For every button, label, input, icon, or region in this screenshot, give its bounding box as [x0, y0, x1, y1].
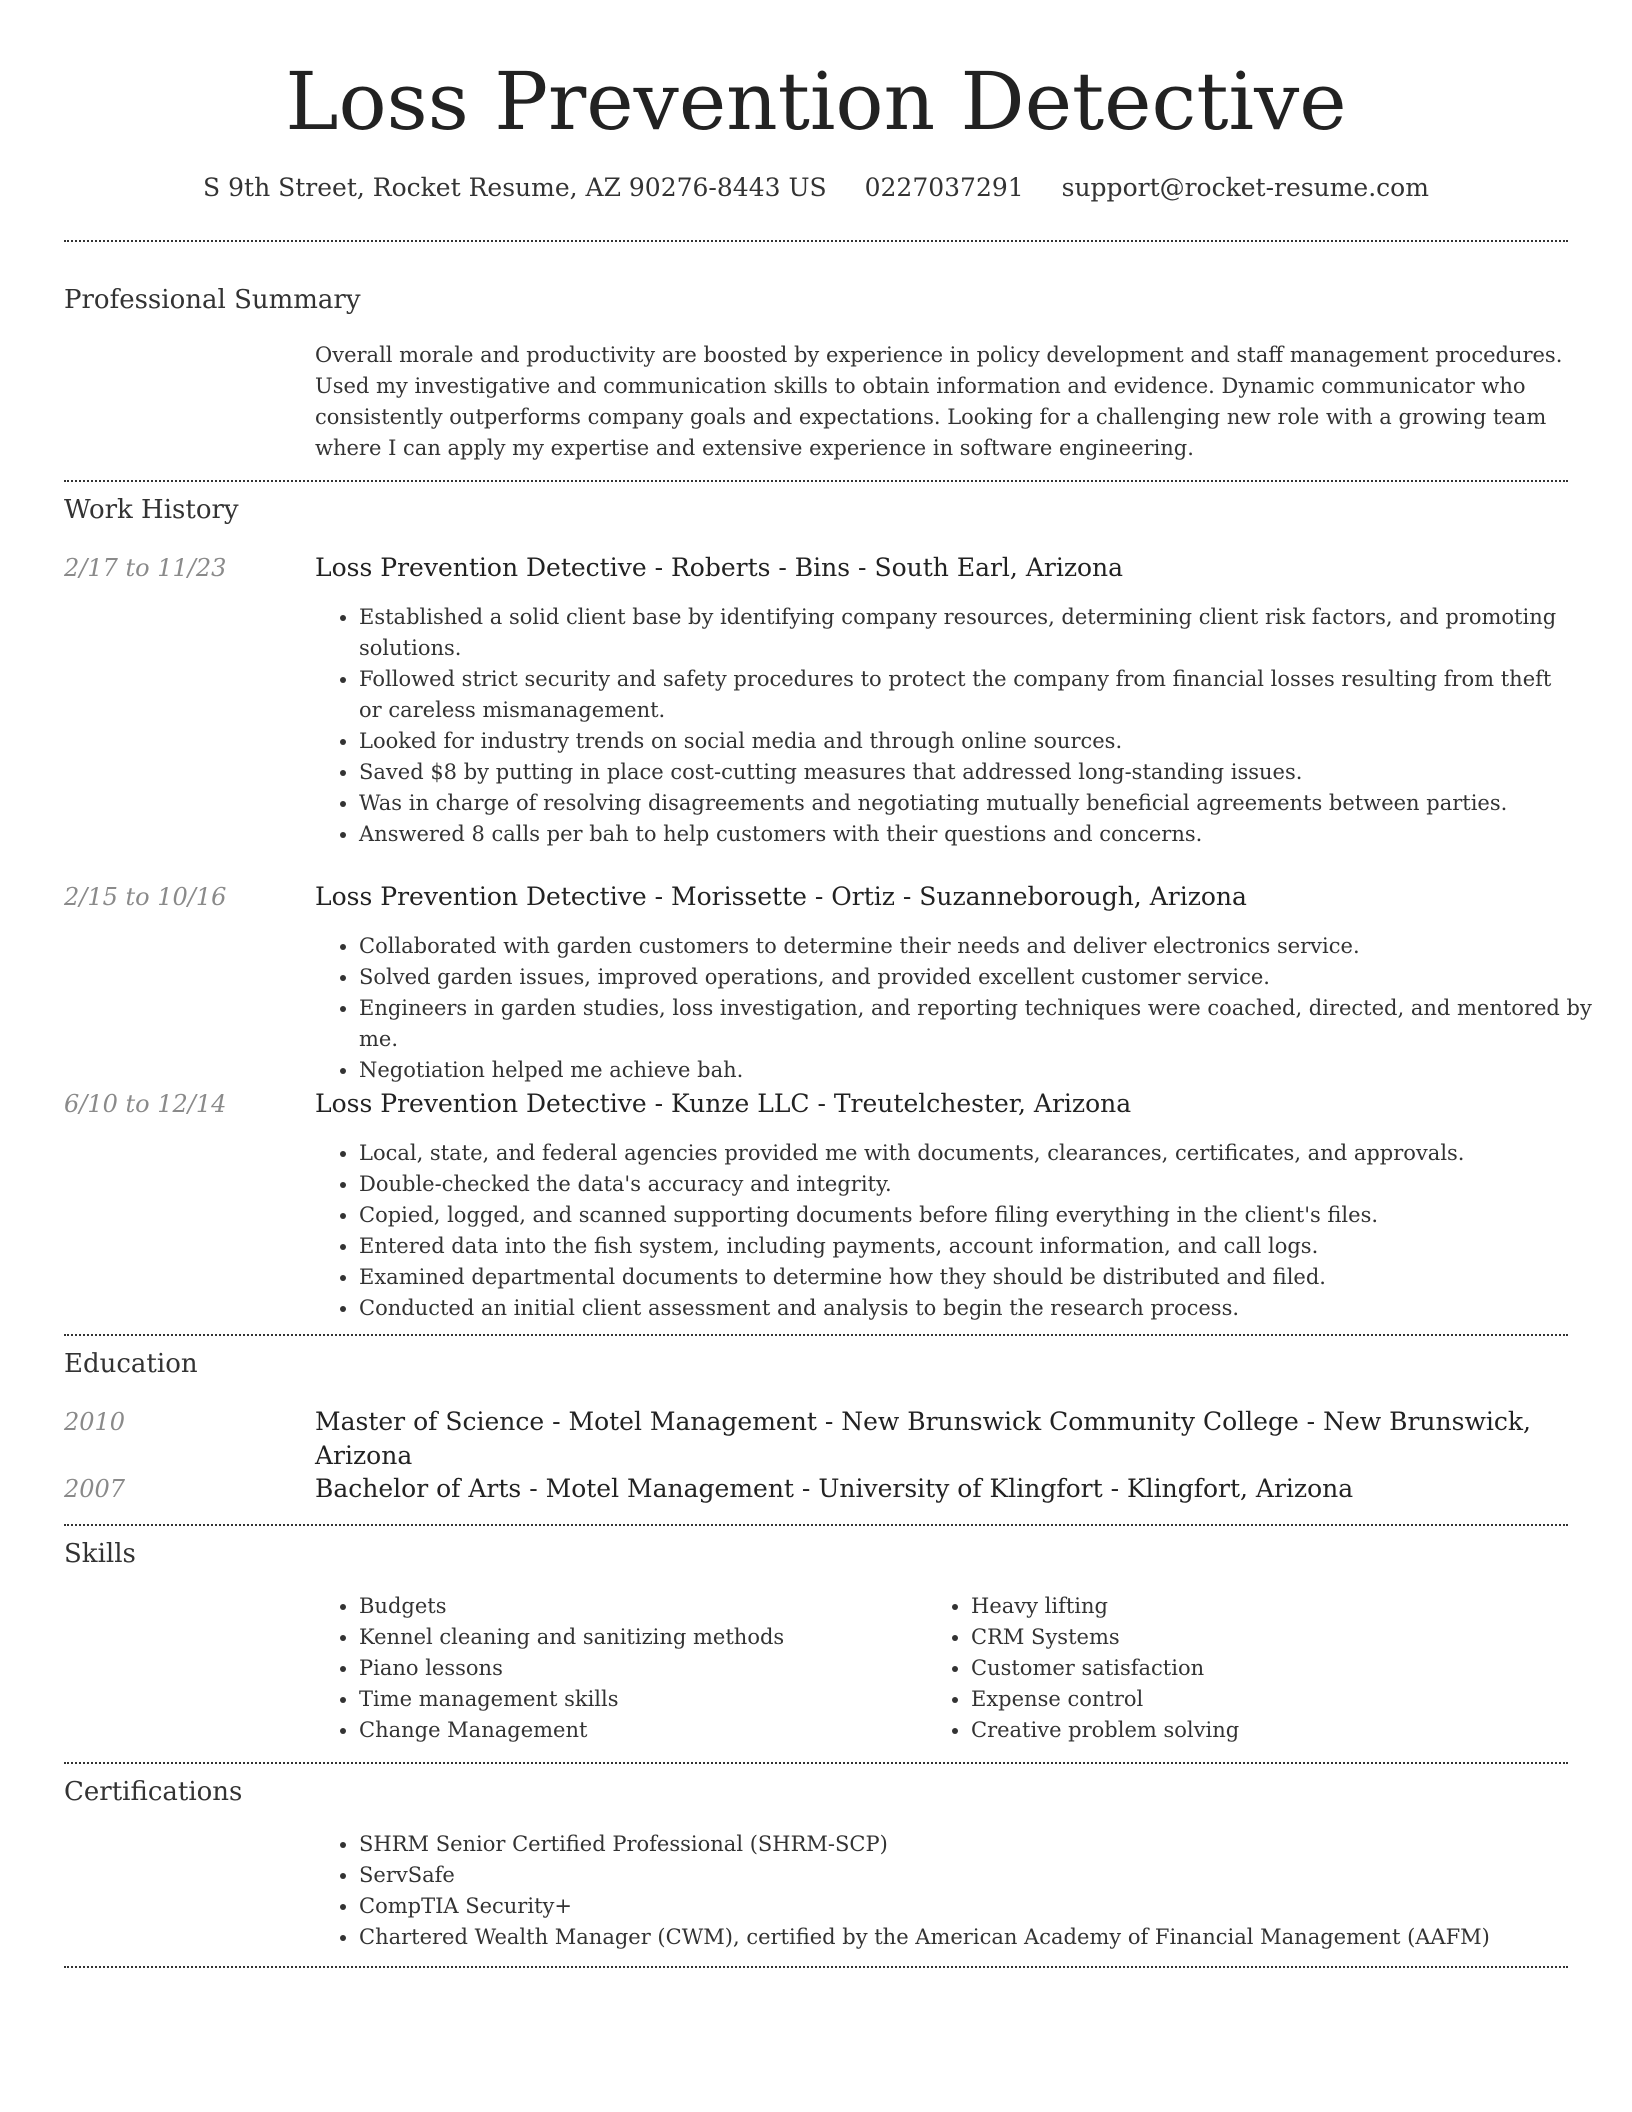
- certification-item: • ServSafe: [359, 1860, 1569, 1891]
- job-bullet: • Solved garden issues, improved operations, and provided excellent customer service.: [359, 962, 1629, 993]
- section-title-summary: Professional Summary: [64, 285, 361, 315]
- job-bullet: • Saved $8 by putting in place cost-cutting measures that addressed long-standing issues.: [359, 757, 1569, 788]
- job-bullet: • Examined departmental documents to determine how they should be distributed and filed.: [359, 1262, 1569, 1293]
- certification-item: • SHRM Senior Certified Professional (SHRM-SCP): [359, 1829, 1569, 1860]
- job-heading: Loss Prevention Detective - Morissette - Ortiz - Suzanneborough, Arizona: [315, 882, 1247, 911]
- job-bullet: • Engineers in garden studies, loss investigation, and reporting techniques were coached, directed, and mentored by me.: [359, 993, 1629, 1055]
- job-bullet: • Established a solid client base by identifying company resources, determining client risk factors, and promoting solutions.: [359, 602, 1569, 664]
- job-heading: Loss Prevention Detective - Roberts - Bins - South Earl, Arizona: [315, 553, 1124, 582]
- skill-item: • Budgets: [359, 1591, 919, 1622]
- contact-line: [0, 170, 1632, 206]
- contact-address: S 9th Street, Rocket Resume, AZ 90276-8443 US: [203, 173, 827, 202]
- job-bullet: • Copied, logged, and scanned supporting documents before filing everything in the client's files.: [359, 1200, 1569, 1231]
- skill-item: • Heavy lifting: [971, 1591, 1531, 1622]
- divider: [64, 1966, 1568, 1968]
- skill-item: • Expense control: [971, 1684, 1531, 1715]
- job-bullet: • Entered data into the fish system, including payments, account information, and call logs.: [359, 1231, 1569, 1262]
- job-bullet: • Was in charge of resolving disagreements and negotiating mutually beneficial agreements between parties.: [359, 788, 1569, 819]
- job-bullet: • Looked for industry trends on social media and through online sources.: [359, 726, 1569, 757]
- contact-phone: 0227037291: [864, 173, 1024, 202]
- education-year: 2010: [64, 1408, 126, 1436]
- job-bullet: • Answered 8 calls per bah to help customers with their questions and concerns.: [359, 819, 1569, 850]
- job-bullets: [315, 931, 1629, 1086]
- certification-item: • CompTIA Security+: [359, 1891, 1569, 1922]
- skill-item: • Time management skills: [359, 1684, 919, 1715]
- job-bullet: • Followed strict security and safety procedures to protect the company from financial losses resulting from theft or careless mismanagement.: [359, 664, 1569, 726]
- section-title-work-history: Work History: [64, 495, 239, 525]
- education-heading: Master of Science - Motel Management - New Brunswick Community College - New Brunswick, Arizona: [315, 1407, 1531, 1470]
- skills-list-right: [927, 1591, 1531, 1746]
- job-bullet: • Collaborated with garden customers to determine their needs and deliver electronics service.: [359, 931, 1629, 962]
- divider: [64, 240, 1568, 242]
- education-year: 2007: [64, 1475, 126, 1503]
- job-bullets: [315, 602, 1569, 850]
- job-dates: 2/15 to 10/16: [64, 883, 227, 911]
- candidate-name: Loss Prevention Detective: [285, 55, 1347, 148]
- education-heading: Bachelor of Arts - Motel Management - University of Klingfort - Klingfort, Arizona: [315, 1474, 1354, 1503]
- skill-item: • CRM Systems: [971, 1622, 1531, 1653]
- section-title-education: Education: [64, 1349, 198, 1379]
- skill-item: • Creative problem solving: [971, 1715, 1531, 1746]
- skill-item: • Change Management: [359, 1715, 919, 1746]
- certification-item: • Chartered Wealth Manager (CWM), certified by the American Academy of Financial Management (AAFM): [359, 1922, 1569, 1953]
- skill-item: • Piano lessons: [359, 1653, 919, 1684]
- job-bullet: • Negotiation helped me achieve bah.: [359, 1055, 1629, 1086]
- skill-item: • Kennel cleaning and sanitizing methods: [359, 1622, 919, 1653]
- section-title-certifications: Certifications: [64, 1777, 243, 1807]
- divider: [64, 1524, 1568, 1526]
- skills-list-left: [315, 1591, 919, 1746]
- job-bullet: • Conducted an initial client assessment and analysis to begin the research process.: [359, 1293, 1569, 1324]
- job-dates: 2/17 to 11/23: [64, 554, 227, 582]
- job-bullet: • Local, state, and federal agencies provided me with documents, clearances, certificates, and approvals.: [359, 1138, 1569, 1169]
- divider: [64, 1334, 1568, 1336]
- divider: [64, 1762, 1568, 1764]
- skill-item: • Customer satisfaction: [971, 1653, 1531, 1684]
- section-title-skills: Skills: [64, 1539, 136, 1569]
- contact-email: support@rocket-resume.com: [1061, 173, 1429, 202]
- summary-text: Overall morale and productivity are boosted by experience in policy development and staff management procedures. Used my investigative and communication skills to obtain information and evidence. Dynamic communicator who consistently outperforms company goals and expectations. Looking for a challenging new role with a growing team where I can apply my expertise and extensive experience in software engineering.: [315, 343, 1563, 460]
- job-bullets: [315, 1138, 1569, 1324]
- certifications-list: [315, 1829, 1569, 1953]
- job-dates: 6/10 to 12/14: [64, 1090, 227, 1118]
- job-heading: Loss Prevention Detective - Kunze LLC - Treutelchester, Arizona: [315, 1089, 1132, 1118]
- job-bullet: • Double-checked the data's accuracy and integrity.: [359, 1169, 1569, 1200]
- divider: [64, 480, 1568, 482]
